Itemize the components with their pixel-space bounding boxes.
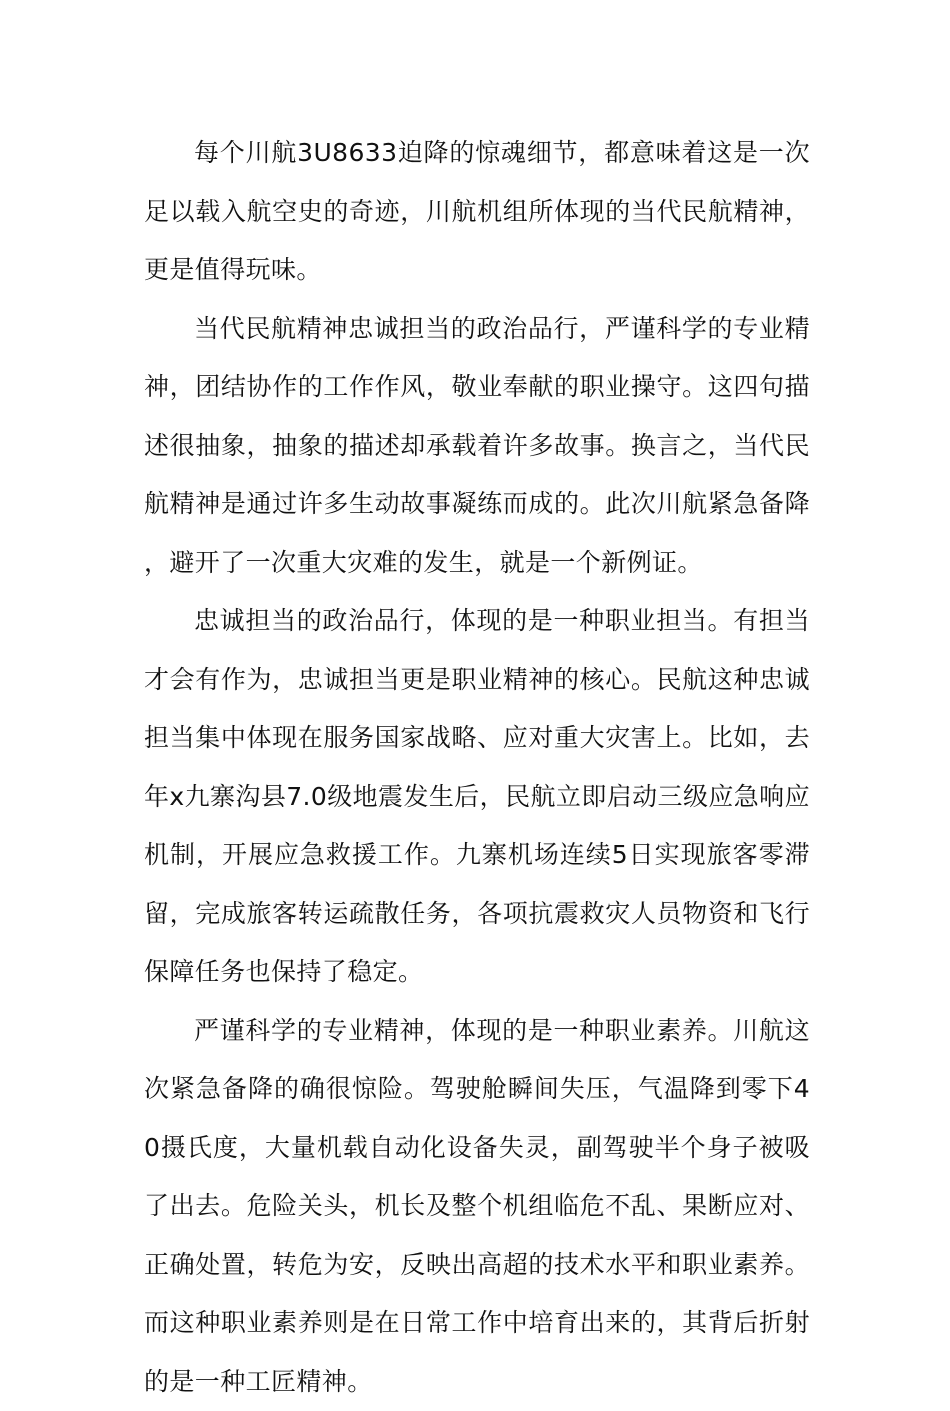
paragraph-1: 每个川航3U8633迫降的惊魂细节，都意味着这是一次足以载入航空史的奇迹，川航机组所体现的当代民航精神，更是值得玩味。 <box>144 124 810 300</box>
paragraph-2: 当代民航精神忠诚担当的政治品行，严谨科学的专业精神，团结协作的工作作风，敬业奉献的职业操守。这四句描述很抽象，抽象的描述却承载着许多故事。换言之，当代民航精神是通过许多生动故事凝练而成的。此次川航紧急备降，避开了一次重大灾难的发生，就是一个新例证。 <box>144 300 810 593</box>
paragraph-3: 忠诚担当的政治品行，体现的是一种职业担当。有担当才会有作为，忠诚担当更是职业精神的核心。民航这种忠诚担当集中体现在服务国家战略、应对重大灾害上。比如，去年x九寨沟县7.0级地震发生后，民航立即启动三级应急响应机制，开展应急救援工作。九寨机场连续5日实现旅客零滞留，完成旅客转运疏散任务，各项抗震救灾人员物资和飞行保障任务也保持了稳定。 <box>144 592 810 1002</box>
document-body <box>144 124 810 1411</box>
paragraph-4: 严谨科学的专业精神，体现的是一种职业素养。川航这次紧急备降的确很惊险。驾驶舱瞬间失压，气温降到零下40摄氏度，大量机载自动化设备失灵，副驾驶半个身子被吸了出去。危险关头，机长及整个机组临危不乱、果断应对、正确处置，转危为安，反映出高超的技术水平和职业素养。而这种职业素养则是在日常工作中培育出来的，其背后折射的是一种工匠精神。 <box>144 1002 810 1411</box>
